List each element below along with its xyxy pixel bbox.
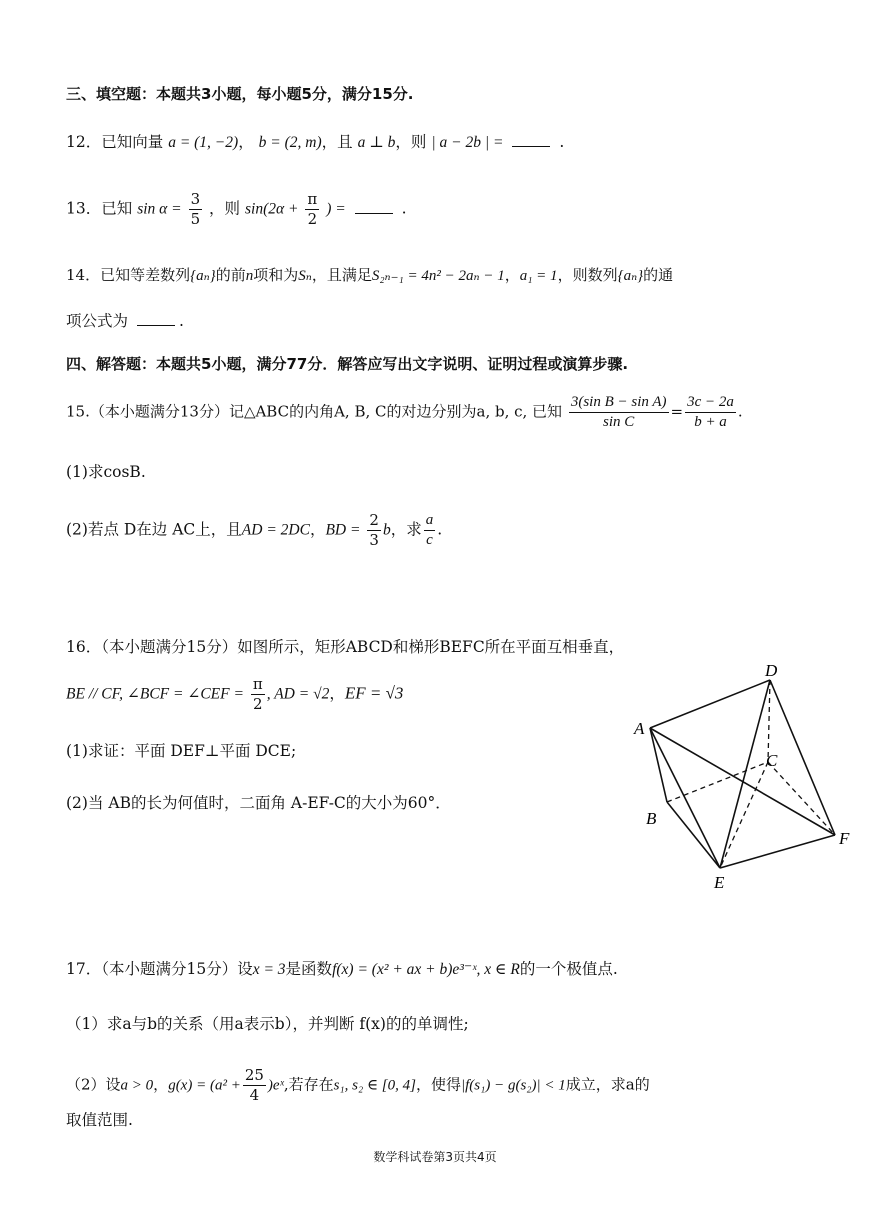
q15-p2-ratio-den: c xyxy=(426,532,433,548)
q14-sep: ， xyxy=(504,266,520,284)
q17-head-text-3: 的一个极值点. xyxy=(519,960,618,978)
q13-pi-fraction xyxy=(305,190,319,229)
question-16-head: 16．（本小题满分15分）如图所示，矩形ABCD和梯形BEFC所在平面互相垂直， xyxy=(66,638,625,656)
q16-pi-den: 2 xyxy=(253,695,263,713)
q13-expr-b: ) = xyxy=(326,200,346,218)
q12-expression: | a − 2b | = xyxy=(431,134,504,151)
q14-a1: a₁ = 1 xyxy=(519,268,558,284)
q15-p2-bd: BD = xyxy=(325,521,361,539)
q16-cond-a: BE // CF, ∠BCF = ∠CEF = xyxy=(66,685,244,703)
q13-pi-num: π xyxy=(307,190,318,208)
q15-part-1: (1)求cosB. xyxy=(66,463,146,481)
q15-part-2 xyxy=(66,511,442,550)
q14-text: 已知等差数列 xyxy=(100,266,191,284)
q17-p2-interval: s₁, s₂ ∈ [0, 4] xyxy=(333,1077,416,1094)
label-F: F xyxy=(839,829,850,848)
q13-frac-den: 5 xyxy=(190,210,201,228)
q14-text-5: ，则数列 xyxy=(557,266,618,284)
question-14-line-1 xyxy=(66,263,673,288)
q17-p2-g: g(x) = (a² + xyxy=(168,1077,241,1094)
q12-perpendicular: a ⊥ b xyxy=(357,134,396,151)
q14-text-3: 项和为 xyxy=(253,266,299,284)
q12-end: . xyxy=(559,133,565,151)
section-4-title: 四、解答题：本题共5小题，满分77分．解答应写出文字说明、证明过程或演算步骤. xyxy=(66,355,629,373)
q17-p2-text-2: ,若存在 xyxy=(283,1075,334,1094)
q16-condition xyxy=(66,675,403,714)
edge-BE xyxy=(667,802,720,868)
q14-sn: Sₙ xyxy=(298,268,312,284)
q17-p2-frac-den: 4 xyxy=(249,1086,260,1104)
label-A: A xyxy=(634,719,645,738)
edge-CF xyxy=(768,762,835,835)
label-E: E xyxy=(714,873,725,892)
q13-text-2: ，则 xyxy=(209,199,241,218)
q15-p2-ask: ，求 xyxy=(390,520,422,539)
q17-x3: x = 3 xyxy=(252,961,286,978)
q12-number: 12． xyxy=(66,133,102,151)
q17-part-2-line-2: 取值范围. xyxy=(66,1111,133,1129)
q16-cond-b: , AD = √2 xyxy=(266,685,330,703)
q12-vector-b: b = (2, m) xyxy=(258,134,322,151)
q12-text-3: ，则 xyxy=(395,133,427,151)
q14-number: 14． xyxy=(66,266,101,284)
q17-part-2 xyxy=(66,1066,650,1105)
q14-end: . xyxy=(178,312,184,330)
q17-part-1: （1）求a与b的关系（用a表示b），并判断 f(x)的的单调性; xyxy=(66,1015,469,1033)
question-17-head xyxy=(66,957,618,982)
q14-n: n xyxy=(245,268,254,284)
q15-lhs-num: 3(sin B − sin A) xyxy=(569,393,669,413)
q15-end: . xyxy=(737,402,743,421)
section-3-title: 三、填空题：本题共3小题，每小题5分，满分15分. xyxy=(66,85,414,103)
q16-pi-num: π xyxy=(252,675,263,693)
q14-text-2: 的前 xyxy=(215,266,246,284)
q13-pi-den: 2 xyxy=(307,210,318,228)
q16-pi-fraction xyxy=(251,675,265,714)
q17-p2-text: （2）设 xyxy=(66,1075,121,1094)
q14-text-4: ，且满足 xyxy=(311,266,372,284)
q13-text: 已知 xyxy=(101,199,133,218)
q17-p2-exp: )eˣ xyxy=(267,1077,284,1094)
q12-vector-a: a = (1, −2) xyxy=(168,134,239,151)
q15-p2-fraction xyxy=(367,511,381,550)
question-15-head xyxy=(66,393,743,432)
q15-p2-end: . xyxy=(437,520,443,539)
q13-sin-label: sin α = xyxy=(137,200,182,218)
q12-text-2: ，且 xyxy=(321,133,353,151)
q17-head-text-2: 是函数 xyxy=(285,960,333,978)
q15-equals: = xyxy=(670,402,684,421)
q15-p2-frac-den: 3 xyxy=(369,531,379,549)
edge-DF xyxy=(770,680,835,835)
label-D: D xyxy=(765,661,778,680)
q13-answer-blank[interactable] xyxy=(355,199,393,214)
q13-frac-num: 3 xyxy=(190,190,201,208)
q15-head-text: 15.（本小题满分13分）记△ABC的内角A, B, C的对边分别为a, b, c, 已知 xyxy=(66,402,563,421)
q16-part-2: (2)当 AB的长为何值时，二面角 A-EF-C的大小为60°． xyxy=(66,794,451,812)
q15-p2-frac-num: 2 xyxy=(369,511,379,529)
label-B: B xyxy=(646,809,657,828)
q14-line-2-text: 项公式为 xyxy=(66,312,129,330)
q15-lhs-fraction xyxy=(569,393,669,432)
q17-p2-sep: ， xyxy=(153,1075,169,1094)
q14-sequence: {aₙ} xyxy=(190,268,216,284)
edge-EF xyxy=(720,835,835,868)
q17-p2-a-pos: a > 0 xyxy=(120,1077,154,1094)
page-footer: 数学科试卷第3页共4页 xyxy=(373,1150,497,1164)
q13-fraction xyxy=(189,190,203,229)
q13-expr-a: sin(2α + xyxy=(245,200,299,218)
q17-function: f(x) = (x² + ax + b)e³⁻ˣ, x ∈ R xyxy=(332,961,520,978)
q14-sequence-2: {aₙ} xyxy=(617,268,644,284)
question-14-line-2 xyxy=(66,309,184,333)
q12-text: 已知向量 xyxy=(101,133,164,151)
q15-p2-text: (2)若点 D在边 AC上，且 xyxy=(66,520,242,539)
edge-AB xyxy=(650,728,667,802)
q15-rhs-fraction xyxy=(685,393,736,432)
q16-figure-solid-edges xyxy=(650,680,835,868)
q14-text-6: 的通 xyxy=(643,266,674,284)
q17-p2-inequality: |f(s₁) − g(s₂)| < 1 xyxy=(461,1077,566,1094)
q17-p2-fraction xyxy=(243,1066,266,1105)
q12-sep: ， xyxy=(238,133,254,151)
q17-p2-frac-num: 25 xyxy=(244,1066,264,1084)
question-13 xyxy=(66,190,407,229)
q15-p2-b: b xyxy=(382,521,391,539)
q15-lhs-den: sin C xyxy=(603,414,635,430)
q15-p2-ad: AD = 2DC xyxy=(241,521,310,539)
q17-head-text: 17．（本小题满分15分）设 xyxy=(66,960,253,978)
question-12 xyxy=(66,130,564,155)
q16-figure xyxy=(620,650,860,895)
q12-answer-blank[interactable] xyxy=(512,132,550,147)
label-C: C xyxy=(766,751,778,770)
q16-part-1: (1)求证：平面 DEF⊥平面 DCE; xyxy=(66,742,297,760)
q16-cond-d: EF = √3 xyxy=(344,683,404,703)
q15-rhs-den: b + a xyxy=(694,414,727,430)
q14-answer-blank[interactable] xyxy=(137,311,175,326)
q16-cond-sep: ， xyxy=(329,684,345,703)
q17-p2-text-3: ，使得 xyxy=(415,1075,461,1094)
q17-p2-text-4: 成立，求a的 xyxy=(565,1075,650,1094)
q15-rhs-num: 3c − 2a xyxy=(685,393,736,413)
edge-AD xyxy=(650,680,770,728)
edge-DC xyxy=(768,680,770,762)
q14-condition: S₂ₙ₋₁ = 4n² − 2aₙ − 1 xyxy=(371,268,505,284)
q15-p2-sep: ， xyxy=(309,520,326,539)
q15-p2-ratio-num: a xyxy=(424,511,436,531)
q13-number: 13． xyxy=(66,199,102,218)
q13-end: . xyxy=(401,199,407,218)
q15-p2-ratio xyxy=(424,511,436,550)
